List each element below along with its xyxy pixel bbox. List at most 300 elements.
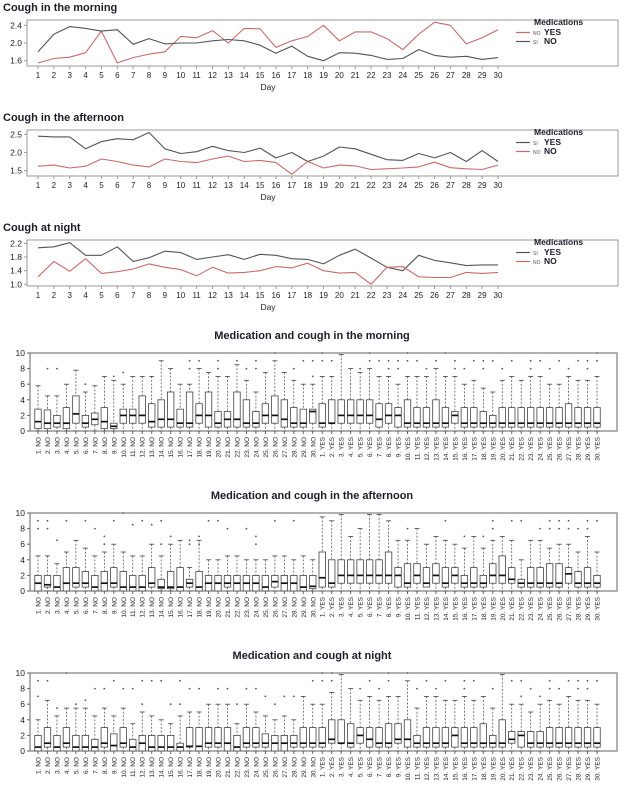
box-24-no (253, 536, 261, 618)
box-4-no (63, 672, 71, 774)
svg-text:4: 4 (83, 291, 88, 300)
svg-text:4: 4 (83, 181, 88, 190)
box-18-yes (480, 360, 488, 461)
box-3-yes (338, 355, 346, 458)
box-20-yes (499, 675, 507, 781)
box-15-yes (452, 360, 460, 461)
svg-text:5: 5 (99, 181, 104, 190)
box-13-no (148, 524, 156, 618)
box-22-no (234, 556, 242, 618)
box-25-no (262, 560, 270, 618)
box-21-no (224, 528, 232, 618)
box-category-label: 18. YES (480, 597, 488, 621)
box-17-yes (471, 536, 479, 620)
box-category-label: 9. NO (111, 437, 119, 454)
box-7-no (92, 386, 100, 454)
box-26-no (272, 703, 280, 777)
box-category-label: 29. NO (300, 597, 308, 618)
svg-text:29: 29 (477, 291, 487, 300)
box-category-label: 3. YES (338, 597, 346, 618)
box-category-label: 13. NO (149, 437, 157, 458)
box-11-no (129, 688, 137, 777)
box-23-no (243, 688, 251, 778)
box-2-yes (328, 521, 336, 617)
box-category-label: 4. YES (348, 597, 356, 618)
box-category-label: 26. NO (272, 597, 280, 618)
svg-text:13: 13 (223, 291, 233, 300)
box-29-no (300, 360, 308, 458)
box-category-label: 29. NO (300, 437, 308, 458)
svg-text:8: 8 (146, 181, 152, 190)
box-category-label: 1. NO (35, 597, 43, 614)
box-category-label: 4. NO (63, 597, 71, 614)
box-category-label: 16. YES (461, 437, 469, 461)
svg-text:22: 22 (366, 291, 376, 300)
box-8-yes (385, 672, 393, 777)
box-category-label: 4. YES (348, 757, 356, 778)
box-category-label: 1. YES (319, 597, 327, 618)
svg-text:2: 2 (20, 730, 25, 741)
svg-text:9: 9 (162, 291, 168, 300)
box-category-label: 20. YES (499, 437, 507, 461)
box-category-label: 11. YES (414, 437, 422, 461)
box-10-no (120, 688, 128, 778)
box-category-label: 23. NO (243, 597, 251, 618)
svg-text:14: 14 (239, 71, 249, 80)
box-23-no (243, 368, 251, 458)
svg-text:21: 21 (350, 71, 360, 80)
box-category-label: 21. YES (509, 757, 517, 781)
box-15-no (167, 703, 175, 777)
svg-text:15: 15 (255, 181, 265, 190)
box-plot-afternoon (0, 505, 624, 649)
box-23-yes (527, 688, 535, 781)
box-1-yes (319, 352, 327, 457)
box-category-label: 6. YES (367, 597, 375, 618)
box-6-yes (366, 680, 374, 777)
svg-text:28: 28 (461, 291, 471, 300)
svg-text:0: 0 (20, 586, 25, 596)
box-22-no (234, 703, 242, 777)
box-9-no (111, 680, 119, 774)
svg-text:16: 16 (271, 71, 281, 80)
svg-text:18: 18 (303, 71, 313, 80)
box-category-label: 24. YES (537, 597, 545, 621)
box-category-label: 20. YES (499, 597, 507, 621)
legend-title: Medications (534, 17, 584, 27)
box-1-yes (319, 517, 327, 617)
svg-text:2.5: 2.5 (10, 129, 22, 140)
box-category-label: 27. NO (281, 597, 289, 618)
svg-text:24: 24 (398, 71, 408, 80)
box-14-no (158, 680, 166, 778)
svg-text:NO: NO (533, 260, 541, 266)
box-14-yes (442, 352, 450, 461)
box-16-yes (461, 368, 469, 461)
box-11-yes (414, 529, 422, 621)
box-30-no (310, 680, 318, 778)
svg-text:25: 25 (414, 71, 424, 80)
svg-text:1.5: 1.5 (10, 165, 22, 176)
legend-label-yes: YES (544, 137, 562, 147)
box-28-yes (575, 360, 583, 461)
line-plot-afternoon (0, 126, 624, 218)
box-20-no (215, 520, 223, 618)
box-2-no (44, 520, 52, 614)
svg-text:16: 16 (271, 181, 281, 190)
svg-text:1.6: 1.6 (10, 55, 22, 66)
box-8-no (101, 688, 109, 774)
box-20-yes (499, 368, 507, 461)
svg-text:2: 2 (51, 291, 57, 300)
box-category-label: 4. YES (348, 437, 356, 458)
box-category-label: 13. YES (433, 437, 441, 461)
box-28-no (291, 520, 299, 618)
box-category-label: 5. NO (73, 757, 81, 774)
box-30-yes (594, 520, 602, 621)
box-5-no (73, 703, 81, 774)
svg-text:9: 9 (162, 71, 168, 80)
svg-text:28: 28 (461, 71, 471, 80)
box-category-label: 13. YES (433, 597, 441, 621)
box-29-yes (584, 360, 592, 461)
svg-text:3: 3 (67, 71, 72, 80)
box-category-label: 10. YES (405, 597, 413, 621)
svg-text:9: 9 (162, 181, 168, 190)
box-11-no (129, 524, 137, 617)
svg-text:SI: SI (533, 251, 538, 257)
boxplot-title-morning: Medication and cough in the morning (214, 330, 410, 342)
box-chart-svg (0, 345, 624, 489)
box-6-no (82, 699, 90, 774)
box-1-no (35, 520, 43, 614)
box-8-no (101, 536, 109, 614)
box-17-yes (471, 680, 479, 781)
box-category-label: 12. NO (139, 597, 147, 618)
box-24-no (253, 688, 261, 778)
svg-text:6: 6 (115, 71, 120, 80)
svg-text:10: 10 (15, 508, 25, 518)
box-category-label: 26. YES (556, 757, 564, 781)
svg-text:2.0: 2.0 (10, 147, 22, 158)
svg-text:12: 12 (208, 181, 217, 190)
box-3-yes (338, 675, 346, 778)
box-28-yes (575, 680, 583, 781)
box-5-yes (357, 368, 365, 457)
series-line-no (38, 27, 498, 61)
box-category-label: 30. NO (310, 757, 318, 778)
box-category-label: 13. YES (433, 757, 441, 781)
box-category-label: 4. NO (63, 757, 71, 774)
box-17-no (186, 539, 194, 617)
box-category-label: 26. NO (272, 437, 280, 458)
box-19-no (205, 373, 213, 458)
svg-text:27: 27 (445, 71, 455, 80)
box-16-no (177, 540, 185, 617)
line-plot-night (0, 236, 624, 328)
series-line-no (38, 259, 498, 285)
box-category-label: 18. NO (196, 757, 204, 778)
boxplot-title-afternoon: Medication and cough in the afternoon (210, 490, 414, 502)
box-15-yes (452, 700, 460, 780)
box-category-label: 2. NO (44, 437, 52, 454)
box-15-no (167, 536, 175, 618)
line-chart-afternoon (0, 110, 624, 220)
boxplot-title-night: Medication and cough at night (232, 650, 392, 662)
box-category-label: 6. YES (367, 437, 375, 458)
x-axis-label: Day (260, 82, 276, 92)
svg-text:0: 0 (20, 426, 25, 436)
svg-text:4: 4 (83, 71, 88, 80)
svg-text:30: 30 (493, 71, 503, 80)
svg-text:24: 24 (398, 181, 408, 190)
svg-text:16: 16 (271, 291, 281, 300)
series-line-no (38, 156, 498, 174)
svg-text:15: 15 (255, 291, 265, 300)
box-9-no (111, 520, 119, 614)
legend-label-yes: YES (544, 247, 562, 257)
svg-text:21: 21 (350, 181, 360, 190)
svg-text:4: 4 (20, 554, 25, 565)
box-4-yes (347, 689, 355, 778)
box-3-no (54, 707, 62, 774)
box-category-label: 10. YES (405, 437, 413, 461)
box-category-label: 24. YES (537, 437, 545, 461)
box-10-yes (404, 352, 412, 461)
box-category-label: 15. YES (452, 597, 460, 621)
svg-text:7: 7 (130, 71, 136, 80)
box-26-yes (556, 360, 564, 461)
box-17-no (186, 360, 194, 458)
box-category-label: 28. NO (291, 597, 299, 618)
svg-text:0: 0 (20, 746, 25, 756)
boxplot-afternoon (0, 486, 624, 646)
box-category-label: 25. NO (262, 597, 270, 618)
box-27-no (281, 373, 289, 458)
box-category-label: 23. NO (243, 757, 251, 778)
box-category-label: 21. NO (224, 757, 232, 778)
box-3-yes (338, 515, 346, 618)
box-category-label: 16. NO (177, 757, 185, 778)
line-chart-morning (0, 0, 624, 110)
svg-text:10: 10 (15, 348, 25, 358)
box-category-label: 6. NO (82, 757, 90, 774)
box-19-yes (490, 360, 498, 461)
box-27-yes (565, 680, 573, 781)
box-6-no (82, 520, 90, 614)
box-6-yes (366, 515, 374, 618)
box-category-label: 19. YES (490, 597, 498, 621)
box-29-yes (584, 680, 592, 781)
svg-text:2.2: 2.2 (10, 238, 22, 249)
box-category-label: 9. YES (395, 757, 403, 778)
box-24-no (253, 360, 261, 458)
box-5-no (73, 370, 81, 454)
box-16-no (177, 384, 185, 457)
legend-label-yes: YES (544, 27, 562, 37)
box-19-no (205, 520, 213, 618)
box-2-yes (328, 360, 336, 457)
box-category-label: 7. NO (92, 757, 100, 774)
box-category-label: 12. YES (423, 437, 431, 461)
box-30-yes (594, 352, 602, 461)
box-category-label: 16. NO (177, 437, 185, 458)
box-7-yes (376, 688, 384, 777)
svg-text:1: 1 (35, 71, 41, 80)
box-30-no (310, 360, 318, 458)
box-4-no (63, 520, 71, 614)
box-category-label: 7. YES (376, 597, 384, 618)
svg-text:20: 20 (334, 291, 344, 300)
box-category-label: 23. NO (243, 437, 251, 458)
box-category-label: 26. YES (556, 437, 564, 461)
box-12-no (139, 680, 147, 778)
box-category-label: 12. NO (139, 437, 147, 458)
box-category-label: 15. NO (168, 437, 176, 458)
box-category-label: 12. YES (423, 757, 431, 781)
box-category-label: 30. YES (594, 757, 602, 781)
box-category-label: 5. YES (357, 757, 365, 778)
svg-text:26: 26 (430, 181, 440, 190)
box-category-label: 28. YES (575, 597, 583, 621)
box-7-no (92, 688, 100, 774)
box-category-label: 25. NO (262, 757, 270, 778)
box-category-label: 10. NO (120, 597, 128, 618)
box-19-yes (490, 520, 498, 621)
box-18-yes (480, 536, 488, 621)
box-category-label: 18. NO (196, 597, 204, 618)
box-category-label: 22. NO (234, 437, 242, 458)
x-axis-label: Day (260, 192, 276, 202)
box-19-no (205, 704, 213, 777)
box-category-label: 8. YES (386, 437, 394, 458)
svg-text:6: 6 (20, 539, 25, 550)
box-category-label: 24. NO (253, 597, 261, 618)
svg-text:30: 30 (493, 181, 503, 190)
box-14-no (158, 520, 166, 618)
svg-text:NO: NO (533, 31, 541, 37)
svg-text:8: 8 (20, 363, 25, 374)
box-25-yes (546, 520, 554, 621)
svg-text:3: 3 (67, 181, 72, 190)
box-category-label: 7. NO (92, 437, 100, 454)
svg-text:NO: NO (533, 150, 541, 156)
series-line-yes (38, 22, 498, 63)
box-8-yes (385, 521, 393, 617)
svg-text:11: 11 (192, 71, 201, 80)
box-category-label: 10. NO (120, 757, 128, 778)
box-category-label: 9. YES (395, 597, 403, 618)
box-category-label: 8. YES (386, 597, 394, 618)
svg-text:2.4: 2.4 (10, 20, 22, 31)
box-category-label: 27. YES (566, 757, 574, 781)
chart-title-afternoon: Cough in the afternoon (3, 112, 124, 124)
svg-text:10: 10 (15, 668, 25, 678)
box-category-label: 2. YES (329, 597, 337, 618)
box-category-label: 29. YES (585, 437, 593, 461)
box-category-label: 6. NO (82, 437, 90, 454)
box-category-label: 5. NO (73, 597, 81, 614)
svg-text:7: 7 (130, 181, 136, 190)
box-11-yes (414, 688, 422, 781)
box-20-no (215, 688, 223, 778)
svg-text:27: 27 (445, 181, 455, 190)
box-25-yes (546, 368, 554, 461)
box-8-yes (385, 360, 393, 457)
box-10-yes (404, 528, 412, 621)
box-10-yes (404, 672, 412, 781)
box-10-no (120, 512, 128, 617)
box-category-label: 14. YES (442, 757, 450, 781)
box-category-label: 10. YES (405, 757, 413, 781)
box-category-label: 1. NO (35, 757, 43, 774)
box-category-label: 22. YES (518, 597, 526, 621)
box-29-yes (584, 520, 592, 621)
svg-text:14: 14 (239, 291, 249, 300)
box-category-label: 17. NO (187, 437, 195, 458)
box-24-yes (537, 528, 545, 621)
box-3-no (54, 368, 62, 454)
box-27-yes (565, 520, 573, 621)
box-category-label: 26. NO (272, 757, 280, 778)
svg-text:19: 19 (319, 181, 328, 190)
svg-text:8: 8 (20, 523, 25, 534)
box-category-label: 2. YES (329, 757, 337, 778)
box-category-label: 24. NO (253, 757, 261, 778)
line-chart-svg (0, 236, 624, 328)
svg-text:17: 17 (287, 291, 297, 300)
box-13-yes (433, 688, 441, 781)
svg-text:2: 2 (20, 410, 25, 421)
box-category-label: 14. NO (158, 597, 166, 618)
box-category-label: 22. NO (234, 597, 242, 618)
box-7-no (92, 528, 100, 614)
box-category-label: 9. YES (395, 437, 403, 458)
box-category-label: 5. NO (73, 437, 81, 454)
box-10-no (120, 372, 128, 458)
box-7-yes (376, 515, 384, 618)
box-category-label: 27. YES (566, 437, 574, 461)
box-26-yes (556, 688, 564, 781)
svg-text:15: 15 (255, 71, 265, 80)
svg-text:10: 10 (176, 291, 186, 300)
box-5-yes (357, 688, 365, 777)
box-category-label: 25. NO (262, 437, 270, 458)
boxplot-night (0, 646, 624, 804)
box-category-label: 11. NO (130, 597, 138, 618)
box-2-no (44, 680, 52, 774)
box-category-label: 14. NO (158, 757, 166, 778)
box-11-no (129, 376, 137, 457)
box-19-yes (490, 688, 498, 781)
box-15-yes (452, 544, 460, 621)
box-category-label: 1. YES (319, 757, 327, 778)
box-category-label: 30. NO (310, 597, 318, 618)
box-category-label: 22. YES (518, 437, 526, 461)
box-category-label: 12. YES (423, 597, 431, 621)
box-14-no (158, 361, 166, 458)
box-27-no (281, 556, 289, 618)
box-4-yes (347, 536, 355, 617)
svg-text:1.4: 1.4 (10, 265, 22, 276)
svg-text:12: 12 (208, 71, 217, 80)
legend-label-no: NO (544, 146, 557, 156)
x-axis-label: Day (260, 302, 276, 312)
box-category-label: 26. YES (556, 597, 564, 621)
svg-text:13: 13 (223, 71, 233, 80)
svg-text:3: 3 (67, 291, 72, 300)
box-1-yes (319, 672, 327, 777)
